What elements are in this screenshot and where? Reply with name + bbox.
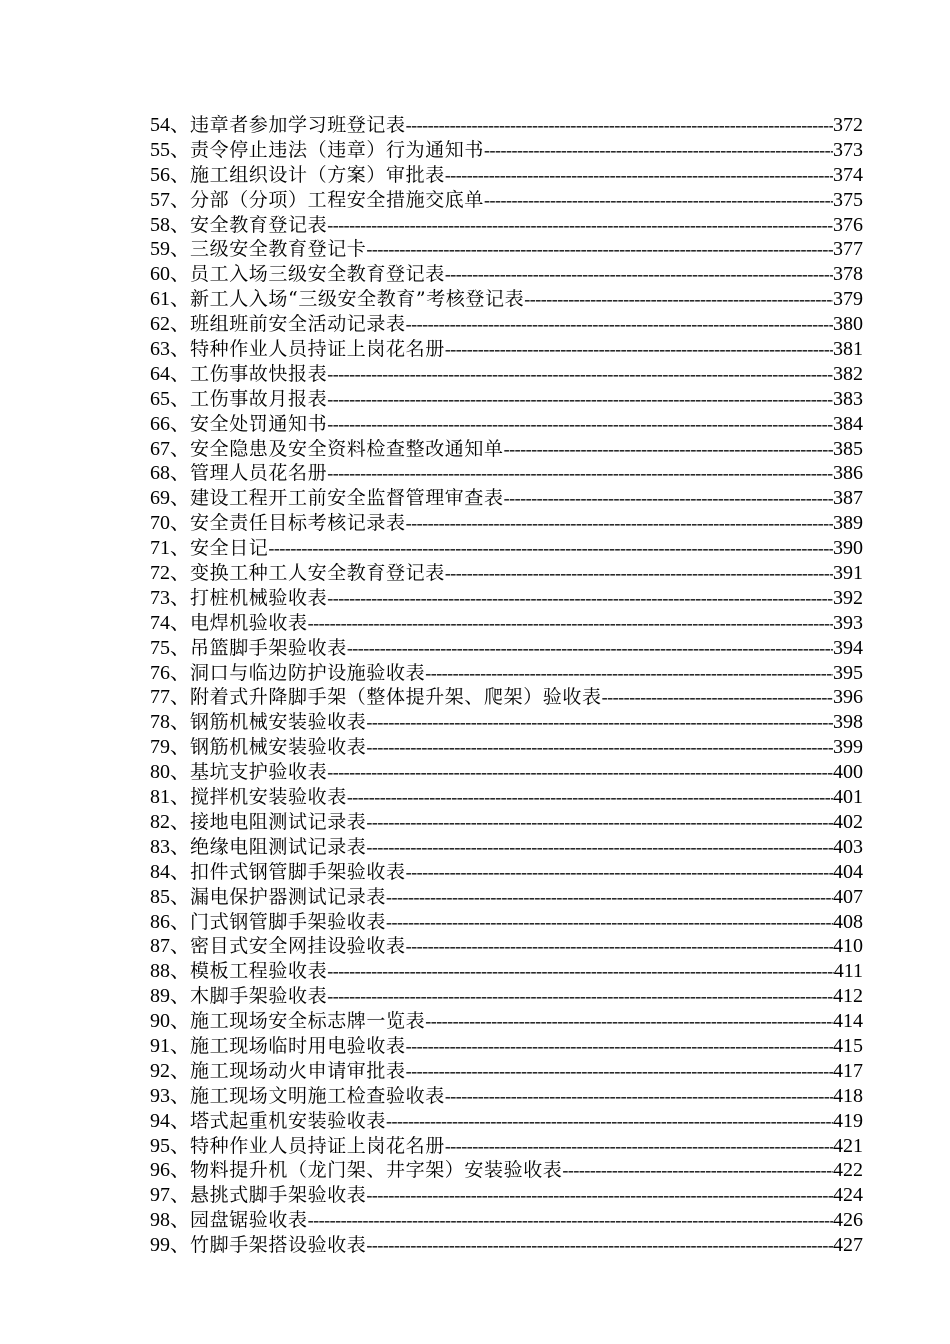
toc-entry[interactable] — [150, 237, 863, 262]
toc-entry[interactable] — [150, 262, 863, 287]
dot-leader — [406, 1034, 833, 1059]
dot-leader — [366, 735, 833, 760]
dot-leader — [406, 511, 833, 536]
dot-leader — [366, 1183, 833, 1208]
toc-entry-number: 58、 — [150, 213, 190, 236]
dot-leader — [347, 785, 833, 810]
toc-entry-page-number: 401 — [833, 786, 863, 809]
toc-entry-page-number: 372 — [833, 114, 863, 136]
dot-leader — [386, 885, 833, 910]
toc-entry-number: 65、 — [150, 387, 190, 410]
toc-entry-title: 密目式安全网挂设验收表 — [190, 935, 406, 958]
toc-entry[interactable] — [150, 536, 863, 561]
toc-entry-number: 92、 — [150, 1059, 190, 1082]
toc-entry[interactable] — [150, 934, 863, 959]
dot-leader — [268, 536, 833, 561]
toc-entry-page-number: 384 — [833, 412, 863, 435]
toc-entry-title: 电焊机验收表 — [190, 611, 308, 634]
toc-entry-page-number: 426 — [833, 1209, 863, 1232]
toc-entry-number: 80、 — [150, 761, 190, 784]
dot-leader — [327, 213, 833, 238]
toc-entry[interactable] — [150, 1059, 863, 1084]
toc-entry-number: 89、 — [150, 985, 190, 1008]
toc-entry[interactable] — [150, 685, 863, 710]
dot-leader — [406, 312, 833, 337]
toc-entry-number: 85、 — [150, 885, 190, 908]
toc-entry-title: 漏电保护器测试记录表 — [190, 885, 387, 908]
toc-entry[interactable] — [150, 437, 863, 462]
dot-leader — [406, 934, 833, 959]
toc-entry[interactable] — [150, 959, 863, 984]
toc-entry-title: 物料提升机（龙门架、井字架）安装验收表 — [190, 1159, 563, 1182]
dot-leader — [445, 262, 833, 287]
dot-leader — [366, 710, 833, 735]
toc-entry-number: 91、 — [150, 1034, 190, 1057]
toc-entry[interactable] — [150, 461, 863, 486]
toc-entry-number: 73、 — [150, 586, 190, 609]
toc-entry-page-number: 404 — [833, 860, 863, 883]
dot-leader — [504, 437, 833, 462]
toc-entry-title: 新工人入场“三级安全教育”考核登记表 — [190, 288, 525, 311]
dot-leader — [445, 561, 833, 586]
toc-entry-page-number: 412 — [833, 985, 863, 1008]
toc-entry-page-number: 419 — [833, 1109, 863, 1132]
toc-entry[interactable] — [150, 511, 863, 536]
toc-entry-page-number: 380 — [833, 313, 863, 336]
toc-entry-number: 95、 — [150, 1134, 190, 1157]
toc-entry[interactable] — [150, 412, 863, 437]
toc-entry[interactable] — [150, 1009, 863, 1034]
toc-entry-title: 班组班前安全活动记录表 — [190, 313, 406, 336]
toc-entry-page-number: 402 — [833, 810, 863, 833]
toc-entry-number: 78、 — [150, 711, 190, 734]
toc-entry-page-number: 411 — [833, 960, 863, 983]
toc-entry-title: 搅拌机安装验收表 — [190, 786, 347, 809]
dot-leader — [347, 636, 833, 661]
toc-entry-page-number: 378 — [833, 263, 863, 286]
toc-entry-page-number: 418 — [833, 1084, 863, 1107]
toc-entry-page-number: 392 — [833, 586, 863, 609]
toc-entry-page-number: 398 — [833, 711, 863, 734]
toc-entry-title: 绝缘电阻测试记录表 — [190, 835, 367, 858]
toc-entry-number: 96、 — [150, 1159, 190, 1182]
toc-entry[interactable] — [150, 661, 863, 686]
toc-entry-number: 94、 — [150, 1109, 190, 1132]
toc-entry[interactable] — [150, 586, 863, 611]
toc-entry[interactable] — [150, 636, 863, 661]
toc-entry-title: 施工现场安全标志牌一览表 — [190, 1010, 426, 1033]
dot-leader — [327, 760, 833, 785]
toc-entry[interactable] — [150, 163, 863, 188]
toc-entry[interactable] — [150, 387, 863, 412]
dot-leader — [445, 1134, 833, 1159]
toc-entry-number: 76、 — [150, 661, 190, 684]
toc-entry-number: 61、 — [150, 288, 190, 311]
dot-leader — [484, 188, 833, 213]
toc-entry[interactable] — [150, 1034, 863, 1059]
dot-leader — [386, 910, 833, 935]
toc-entry-number: 81、 — [150, 786, 190, 809]
toc-entry-number: 97、 — [150, 1184, 190, 1207]
toc-entry[interactable] — [150, 312, 863, 337]
toc-entry-page-number: 422 — [833, 1159, 863, 1182]
toc-entry-title: 特种作业人员持证上岗花名册 — [190, 1134, 445, 1157]
toc-entry[interactable] — [150, 810, 863, 835]
dot-leader — [445, 163, 833, 188]
toc-entry-title: 模板工程验收表 — [190, 960, 328, 983]
toc-entry-page-number: 410 — [833, 935, 863, 958]
toc-entry-number: 66、 — [150, 412, 190, 435]
dot-leader — [406, 1059, 833, 1084]
toc-entry-number: 98、 — [150, 1209, 190, 1232]
toc-entry-page-number: 394 — [833, 636, 863, 659]
toc-entry[interactable] — [150, 984, 863, 1009]
toc-entry[interactable] — [150, 113, 863, 138]
toc-entry-title: 施工现场动火申请审批表 — [190, 1059, 406, 1082]
dot-leader — [327, 586, 833, 611]
toc-entry-page-number: 414 — [833, 1010, 863, 1033]
dot-leader — [562, 1158, 833, 1183]
toc-entry-number: 59、 — [150, 238, 190, 261]
toc-entry-number: 72、 — [150, 562, 190, 585]
dot-leader — [327, 461, 833, 486]
toc-entry-page-number: 373 — [833, 138, 863, 161]
dot-leader — [366, 237, 833, 262]
toc-entry[interactable] — [150, 188, 863, 213]
toc-entry-page-number: 391 — [833, 562, 863, 585]
toc-entry-page-number: 374 — [833, 163, 863, 186]
toc-entry-page-number: 375 — [833, 188, 863, 211]
toc-entry-title: 分部（分项）工程安全措施交底单 — [190, 188, 485, 211]
dot-leader — [327, 362, 833, 387]
toc-entry-page-number: 379 — [833, 288, 863, 311]
toc-entry-number: 69、 — [150, 487, 190, 510]
toc-entry-number: 74、 — [150, 611, 190, 634]
toc-entry-number: 67、 — [150, 437, 190, 460]
toc-entry[interactable] — [150, 835, 863, 860]
dot-leader — [327, 387, 833, 412]
toc-entry-number: 84、 — [150, 860, 190, 883]
toc-entry[interactable] — [150, 1183, 863, 1208]
dot-leader — [425, 661, 833, 686]
toc-entry-number: 62、 — [150, 313, 190, 336]
toc-entry[interactable] — [150, 611, 863, 636]
toc-entry[interactable] — [150, 910, 863, 935]
toc-entry-title: 钢筋机械安装验收表 — [190, 736, 367, 759]
toc-entry-page-number: 383 — [833, 387, 863, 410]
toc-entry-page-number: 424 — [833, 1184, 863, 1207]
toc-entry-number: 86、 — [150, 910, 190, 933]
toc-entry-page-number: 399 — [833, 736, 863, 759]
toc-entry-title: 安全责任目标考核记录表 — [190, 512, 406, 535]
toc-entry-title: 洞口与临边防护设施验收表 — [190, 661, 426, 684]
toc-entry-title: 工伤事故月报表 — [190, 387, 328, 410]
dot-leader — [308, 1208, 833, 1233]
dot-leader — [524, 287, 833, 312]
toc-entry[interactable] — [150, 138, 863, 163]
toc-entry-number: 93、 — [150, 1084, 190, 1107]
toc-entry-page-number: 393 — [833, 611, 863, 634]
toc-entry-title: 安全处罚通知书 — [190, 412, 328, 435]
toc-entry-title: 木脚手架验收表 — [190, 985, 328, 1008]
toc-entry-title: 特种作业人员持证上岗花名册 — [190, 338, 445, 361]
toc-entry-title: 责令停止违法（违章）行为通知书 — [190, 138, 485, 161]
toc-entry-number: 79、 — [150, 736, 190, 759]
toc-entry[interactable] — [150, 287, 863, 312]
dot-leader — [366, 835, 833, 860]
toc-entry-number: 56、 — [150, 163, 190, 186]
toc-entry-number: 99、 — [150, 1234, 190, 1257]
table-of-contents — [150, 113, 863, 1258]
toc-entry-page-number: 386 — [833, 462, 863, 485]
toc-entry-page-number: 403 — [833, 835, 863, 858]
toc-entry-title: 悬挑式脚手架验收表 — [190, 1184, 367, 1207]
toc-entry[interactable] — [150, 885, 863, 910]
toc-entry-number: 54、 — [150, 114, 190, 136]
dot-leader — [366, 810, 833, 835]
toc-entry[interactable] — [150, 785, 863, 810]
dot-leader — [386, 1109, 833, 1134]
dot-leader — [445, 1084, 833, 1109]
toc-entry[interactable] — [150, 337, 863, 362]
toc-entry[interactable] — [150, 1208, 863, 1233]
toc-entry-page-number: 390 — [833, 537, 863, 560]
toc-entry-title: 建设工程开工前安全监督管理审查表 — [190, 487, 504, 510]
toc-entry-number: 55、 — [150, 138, 190, 161]
toc-entry[interactable] — [150, 486, 863, 511]
dot-leader — [602, 685, 833, 710]
toc-entry-title: 打桩机械验收表 — [190, 586, 328, 609]
toc-entry[interactable] — [150, 1158, 863, 1183]
toc-entry[interactable] — [150, 213, 863, 238]
toc-entry-title: 安全教育登记表 — [190, 213, 328, 236]
toc-entry[interactable] — [150, 561, 863, 586]
dot-leader — [425, 1009, 833, 1034]
toc-entry-title: 安全隐患及安全资料检查整改通知单 — [190, 437, 504, 460]
toc-entry-number: 88、 — [150, 960, 190, 983]
toc-entry-title: 钢筋机械安装验收表 — [190, 711, 367, 734]
toc-entry-title: 安全日记 — [190, 537, 269, 560]
toc-entry-number: 90、 — [150, 1010, 190, 1033]
toc-entry-page-number: 417 — [833, 1059, 863, 1082]
toc-entry[interactable] — [150, 1084, 863, 1109]
dot-leader — [308, 611, 833, 636]
toc-entry-title: 吊篮脚手架验收表 — [190, 636, 347, 659]
dot-leader — [445, 337, 833, 362]
toc-entry-number: 71、 — [150, 537, 190, 560]
toc-entry-page-number: 385 — [833, 437, 863, 460]
toc-entry-title: 附着式升降脚手架（整体提升架、爬架）验收表 — [190, 686, 602, 709]
toc-entry-title: 变换工种工人安全教育登记表 — [190, 562, 445, 585]
toc-entry[interactable] — [150, 760, 863, 785]
toc-entry-title: 管理人员花名册 — [190, 462, 328, 485]
toc-entry-title: 基坑支护验收表 — [190, 761, 328, 784]
toc-entry-page-number: 389 — [833, 512, 863, 535]
toc-entry[interactable] — [150, 1109, 863, 1134]
toc-entry-number: 64、 — [150, 362, 190, 385]
toc-entry-number: 77、 — [150, 686, 190, 709]
dot-leader — [327, 959, 834, 984]
dot-leader — [504, 486, 833, 511]
toc-entry-page-number: 395 — [833, 661, 863, 684]
toc-entry-page-number: 421 — [833, 1134, 863, 1157]
dot-leader — [406, 113, 833, 138]
toc-entry-title: 三级安全教育登记卡 — [190, 238, 367, 261]
toc-entry-page-number: 396 — [833, 686, 863, 709]
toc-entry-number: 87、 — [150, 935, 190, 958]
toc-entry-page-number: 400 — [833, 761, 863, 784]
toc-entry[interactable] — [150, 735, 863, 760]
toc-entry-page-number: 408 — [833, 910, 863, 933]
toc-entry-title: 施工现场临时用电验收表 — [190, 1034, 406, 1057]
toc-entry-number: 68、 — [150, 462, 190, 485]
toc-entry-number: 57、 — [150, 188, 190, 211]
toc-entry-title: 门式钢管脚手架验收表 — [190, 910, 387, 933]
toc-entry-number: 75、 — [150, 636, 190, 659]
toc-entry[interactable] — [150, 1134, 863, 1159]
toc-entry-page-number: 387 — [833, 487, 863, 510]
toc-entry-number: 83、 — [150, 835, 190, 858]
toc-entry-title: 竹脚手架搭设验收表 — [190, 1234, 367, 1257]
toc-entry-page-number: 377 — [833, 238, 863, 261]
toc-entry[interactable] — [150, 1233, 863, 1258]
toc-entry-title: 扣件式钢管脚手架验收表 — [190, 860, 406, 883]
toc-entry-title: 施工组织设计（方案）审批表 — [190, 163, 445, 186]
toc-entry-page-number: 381 — [833, 338, 863, 361]
toc-entry[interactable] — [150, 860, 863, 885]
toc-entry-title: 违章者参加学习班登记表 — [190, 114, 406, 136]
toc-entry-title: 园盘锯验收表 — [190, 1209, 308, 1232]
toc-entry-page-number: 415 — [833, 1034, 863, 1057]
toc-entry[interactable] — [150, 362, 863, 387]
toc-entry-page-number: 376 — [833, 213, 863, 236]
toc-entry-number: 60、 — [150, 263, 190, 286]
toc-entry-title: 工伤事故快报表 — [190, 362, 328, 385]
dot-leader — [366, 1233, 833, 1258]
toc-entry-number: 63、 — [150, 338, 190, 361]
dot-leader — [406, 860, 833, 885]
dot-leader — [327, 984, 833, 1009]
toc-entry-title: 员工入场三级安全教育登记表 — [190, 263, 445, 286]
toc-entry-title: 施工现场文明施工检查验收表 — [190, 1084, 445, 1107]
toc-entry-title: 接地电阻测试记录表 — [190, 810, 367, 833]
toc-entry-title: 塔式起重机安装验收表 — [190, 1109, 387, 1132]
dot-leader — [327, 412, 833, 437]
toc-entry-number: 82、 — [150, 810, 190, 833]
toc-entry-page-number: 427 — [833, 1234, 863, 1257]
toc-entry-page-number: 407 — [833, 885, 863, 908]
toc-entry[interactable] — [150, 710, 863, 735]
dot-leader — [484, 138, 833, 163]
toc-entry-page-number: 382 — [833, 362, 863, 385]
toc-entry-number: 70、 — [150, 512, 190, 535]
